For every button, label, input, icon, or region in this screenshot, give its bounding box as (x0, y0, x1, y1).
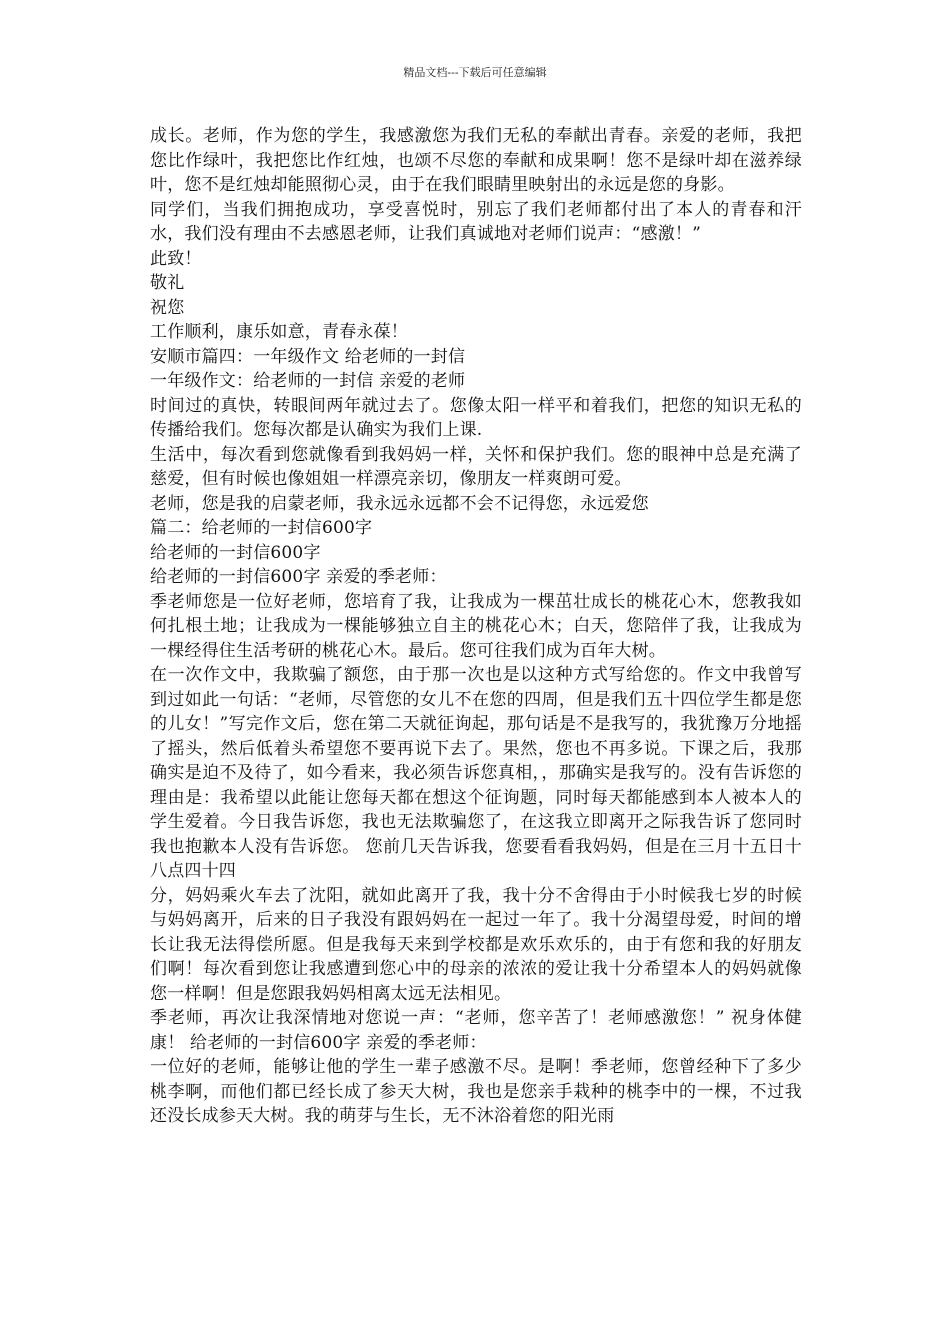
paragraph: 季老师，再次让我深情地对您说一声：“老师，您辛苦了！老师感激您！” 祝身体健康！ 给老师的一封信600字 亲爱的季老师： (150, 1008, 802, 1053)
paragraph: 一年级作文：给老师的一封信 亲爱的老师 (150, 371, 466, 391)
paragraph: 此致！ (150, 248, 202, 269)
paragraph: 同学们，当我们拥抱成功，享受喜悦时，别忘了我们老师都付出了本人的青春和汗水，我们没有理由不去感恩老师，让我们真诚地对老师们说声：“感激！” (150, 199, 802, 244)
paragraph: 祝您 (150, 297, 185, 318)
paragraph: 老师，您是我的启蒙老师，我永远永远都不会不记得您，永远爱您 (150, 493, 649, 514)
paragraph: 分，妈妈乘火车去了沈阳，就如此离开了我，我十分不舍得由于小时候我七岁的时候与妈妈离开，后来的日子我没有跟妈妈在一起过一年了。我十分渴望母爱，时间的增长让我无法得偿所愿。但是我每天来到学校都是欢乐欢乐的，由于有您和我的好朋友们啊！每次看到您让我感遭到您心中的母亲的浓浓的爱让我十分希望本人的妈妈就像您一样啊！但是您跟我妈妈相离太远无法相见。 (150, 885, 802, 1004)
page-header: 精品文档---下载后可任意编辑 (403, 66, 547, 79)
paragraph: 成长。老师，作为您的学生，我感激您为我们无私的奉献出青春。亲爱的老师，我把您比作绿叶，我把您比作红烛，也颂不尽您的奉献和成果啊！您不是绿叶却在滋养绿叶，您不是红烛却能照彻心灵，由于在我们眼睛里映射出的永远是您的身影。 (150, 126, 802, 195)
paragraph: 敬礼 (150, 273, 185, 293)
paragraph: 给老师的一封信600字 亲爱的季老师： (150, 567, 447, 587)
paragraph: 在一次作文中，我欺骗了额您，由于那一次也是以这种方式写给您的。作文中我曾写到过如此一句话：“老师，尽管您的女儿不在您的四周，但是我们五十四位学生都是您的儿女！”写完作文后，您在第二天就征询起，那句话是不是我写的，我犹豫万分地摇了摇头，然后低着头希望您不要再说下去了。果然，您也不再多说。下课之后，我那确实是迫不及待了，如今看来，我必须告诉您真相，，那确实是我写的。没有告诉您的理由是：我希望以此能让您每天都在想这个征询题，同时每天都能感到本人被本人的学生爱着。今日我告诉您，我也无法欺骗您了，在这我立即离开之际我告诉了您同时我也抱歉本人没有告诉您。 您前几天告诉我，您要看看我妈妈，但是在三月十五日十八点四十四 (150, 665, 802, 881)
section-heading: 篇二：给老师的一封信600字 (150, 518, 373, 538)
paragraph: 一位好的老师，能够让他的学生一辈子感激不尽。是啊！季老师，您曾经种下了多少桃李啊，而他们都已经长成了参天大树，我也是您亲手栽种的桃李中的一棵，不过我还没长成参天大树。我的萌芽与生长，无不沐浴着您的阳光雨 (150, 1057, 802, 1126)
paragraph: 生活中，每次看到您就像看到我妈妈一样，关怀和保护我们。您的眼神中总是充满了慈爱，但有时候也像姐姐一样漂亮亲切，像朋友一样爽朗可爱。 (150, 444, 802, 489)
paragraph: 季老师您是一位好老师，您培育了我，让我成为一棵茁壮成长的桃花心木，您教我如何扎根土地；让我成为一棵能够独立自主的桃花心木；白天，您陪伴了我，让我成为一棵经得住生活考研的桃花心木。最后。您可往我们成为百年大树。 (150, 591, 802, 661)
document-body (150, 124, 802, 1129)
paragraph: 给老师的一封信600字 (150, 542, 321, 563)
paragraph: 工作顺利，康乐如意，青春永葆！ (150, 322, 408, 342)
section-heading: 安顺市篇四：一年级作文 给老师的一封信 (150, 346, 466, 367)
paragraph: 时间过的真快，转眼间两年就过去了。您像太阳一样平和着我们，把您的知识无私的传播给我们。您每次都是认确实为我们上课. (150, 395, 802, 440)
